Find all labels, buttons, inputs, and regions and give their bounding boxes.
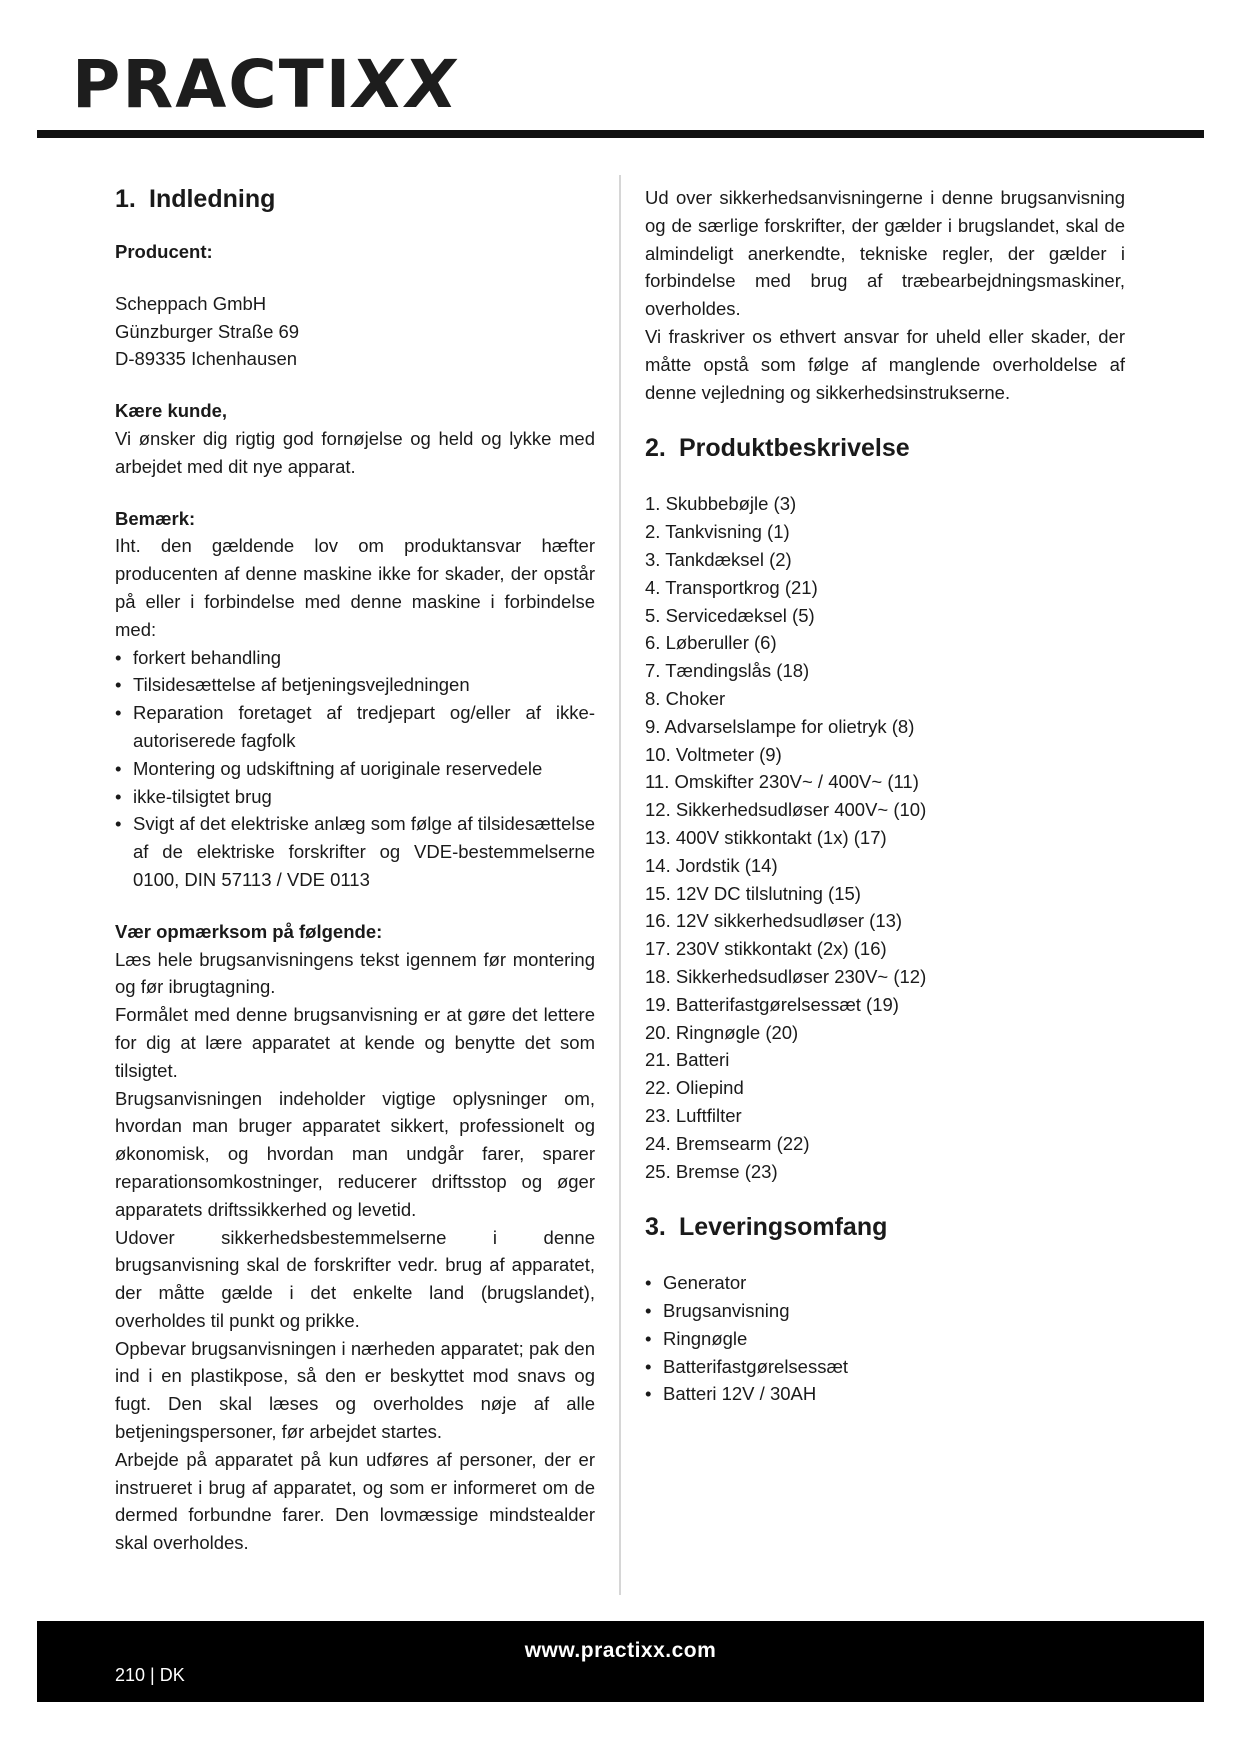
list-item: 11. Omskifter 230V~ / 400V~ (11) [645, 771, 919, 793]
list-item: 10. Voltmeter (9) [645, 743, 782, 765]
list-item: 13. 400V stikkontakt (1x) (17) [645, 826, 887, 848]
note-label: Bemærk: [115, 507, 196, 529]
list-item: 17. 230V stikkontakt (2x) (16) [645, 938, 887, 960]
address-line: D-89335 Ichenhausen [115, 348, 298, 370]
list-item: 22. Oliepind [645, 1077, 744, 1099]
list-item: 1. Skubbebøjle (3) [645, 493, 797, 515]
list-item: 5. Servicedæksel (5) [645, 604, 815, 626]
list-item: • Montering og udskiftning af uoriginale reservedele [115, 755, 595, 783]
attention-paragraph: Arbejde på apparatet på kun udføres af personer, der er instrueret i brug af apparatet, og som er informeret om de dermed forbundne farer. Den lovmæssige mindstealder skal overholdes. [115, 1448, 595, 1554]
list-item: 23. Luftfilter [645, 1104, 742, 1126]
list-item: 7. Tændingslås (18) [645, 660, 810, 682]
section-title: Indledning [149, 185, 276, 213]
dear-customer-label: Kære kunde, [115, 400, 228, 422]
section-2-heading [645, 433, 1125, 463]
attention-paragraph: Formålet med denne brugsanvisning er at gøre det lettere for dig at lære apparatet at kende og benytte det som tilsigtet. [115, 1004, 595, 1081]
list-item: 12. Sikkerhedsudløser 400V~ (10) [645, 799, 927, 821]
list-item: 2. Tankvisning (1) [645, 521, 790, 543]
list-item: 21. Batteri [645, 1049, 730, 1071]
logo-text: PRACTI [72, 46, 353, 123]
delivery-list [645, 1269, 1125, 1408]
column-divider [619, 175, 621, 1595]
section-1-heading [115, 184, 595, 214]
brand-logo [72, 46, 464, 123]
list-item: 25. Bremse (23) [645, 1160, 778, 1182]
list-item: 3. Tankdæksel (2) [645, 548, 792, 570]
list-item: 8. Choker [645, 687, 726, 709]
header-rule [37, 130, 1204, 138]
list-item: 20. Ringnøgle (20) [645, 1021, 799, 1043]
intro-paragraph: Vi fraskriver os ethvert ansvar for uheld eller skader, der måtte opstå som følge af manglende overholdelse af denne vejledning og sikkerhedsinstrukserne. [645, 325, 1125, 403]
producer-label: Producent: [115, 241, 213, 262]
list-item: • forkert behandling [115, 644, 595, 672]
section-3-heading [645, 1212, 1125, 1242]
list-item: 4. Transportkrog (21) [645, 576, 818, 598]
section-number: 2. [645, 434, 666, 463]
attention-paragraph: Læs hele brugsanvisningens tekst igennem før montering og før ibrugtagning. [115, 948, 595, 998]
list-item: • Brugsanvisning [645, 1297, 1125, 1325]
section-title: Produktbeskrivelse [679, 434, 910, 463]
section-number: 1. [115, 185, 136, 213]
list-item: • Svigt af det elektriske anlæg som følge af tilsidesættelse af de elektriske forskrifter og VDE-bestemmelserne 0100, DIN 57113 / VDE 0113 [115, 810, 595, 893]
list-item: • Batterifastgørelsessæt [645, 1353, 1125, 1381]
address-line: Scheppach GmbH [115, 292, 267, 314]
parts-list [645, 490, 1125, 1185]
list-item: 19. Batterifastgørelsessæt (19) [645, 993, 899, 1015]
list-item: 14. Jordstik (14) [645, 854, 778, 876]
attention-label: Vær opmærksom på følgende: [115, 920, 383, 942]
list-item: • ikke-tilsigtet brug [115, 783, 595, 811]
list-item: 6. Løberuller (6) [645, 632, 777, 654]
list-item: 18. Sikkerhedsudløser 230V~ (12) [645, 965, 927, 987]
attention-paragraph: Opbevar brugsanvisningen i nærheden apparatet; pak den ind i en plastikpose, så den er beskyttet mod snavs og fugt. Den skal læses og overholdes nøje af alle betjeningspersoner, før arbejdet startes. [115, 1337, 595, 1443]
section-title: Leveringsomfang [679, 1213, 888, 1242]
section-number: 3. [645, 1213, 666, 1242]
list-item: • Reparation foretaget af tredjepart og/eller af ikke-autoriserede fagfolk [115, 699, 595, 755]
page-number: 210 | DK [115, 1665, 185, 1685]
list-item: • Tilsidesættelse af betjeningsvejledningen [115, 671, 595, 699]
note-text: Iht. den gældende lov om produktansvar hæfter producenten af denne maskine ikke for skader, der opstår på eller i forbindelse med denne maskine i forbindelse med: [115, 535, 595, 640]
list-item: 15. 12V DC tilslutning (15) [645, 882, 861, 904]
footer-bar [37, 1621, 1204, 1702]
attention-paragraph: Brugsanvisningen indeholder vigtige oplysninger om, hvordan man bruger apparatet sikkert, professionelt og økonomisk, og hvordan man undgår farer, sparer reparationsomkostninger, reducerer driftsstop og øger apparatets driftssikkerhed og levetid. [115, 1087, 595, 1220]
list-item: • Batteri 12V / 30AH [645, 1380, 1125, 1408]
note-bullet-list [115, 644, 595, 894]
left-column [115, 184, 595, 1557]
footer-url: www.practixx.com [524, 1639, 717, 1662]
list-item: • Ringnøgle [645, 1325, 1125, 1353]
address-line: Günzburger Straße 69 [115, 320, 300, 342]
list-item: • Generator [645, 1269, 1125, 1297]
list-item: 16. 12V sikkerhedsudløser (13) [645, 910, 903, 932]
right-column [645, 184, 1125, 1408]
intro-paragraph: Ud over sikkerhedsanvisningerne i denne brugsanvisning og de særlige forskrifter, der gælder i brugslandet, skal de almindeligt anerkendte, tekniske regler, der gælder i forbindelse med brug af træbearbejdningsmaskiner, overholdes. [645, 187, 1125, 320]
dear-customer-text: Vi ønsker dig rigtig god fornøjelse og held og lykke med arbejdet med dit nye apparat. [115, 427, 595, 477]
logo-xx: XX [346, 46, 464, 123]
list-item: 9. Advarselslampe for olietryk (8) [645, 715, 915, 737]
list-item: 24. Bremsearm (22) [645, 1132, 810, 1154]
attention-paragraph: Udover sikkerhedsbestemmelserne i denne brugsanvisning skal de forskrifter vedr. brug af apparatet, der måtte gælde i det enkelte land (brugslandet), overholdes til punkt og prikke. [115, 1226, 595, 1331]
